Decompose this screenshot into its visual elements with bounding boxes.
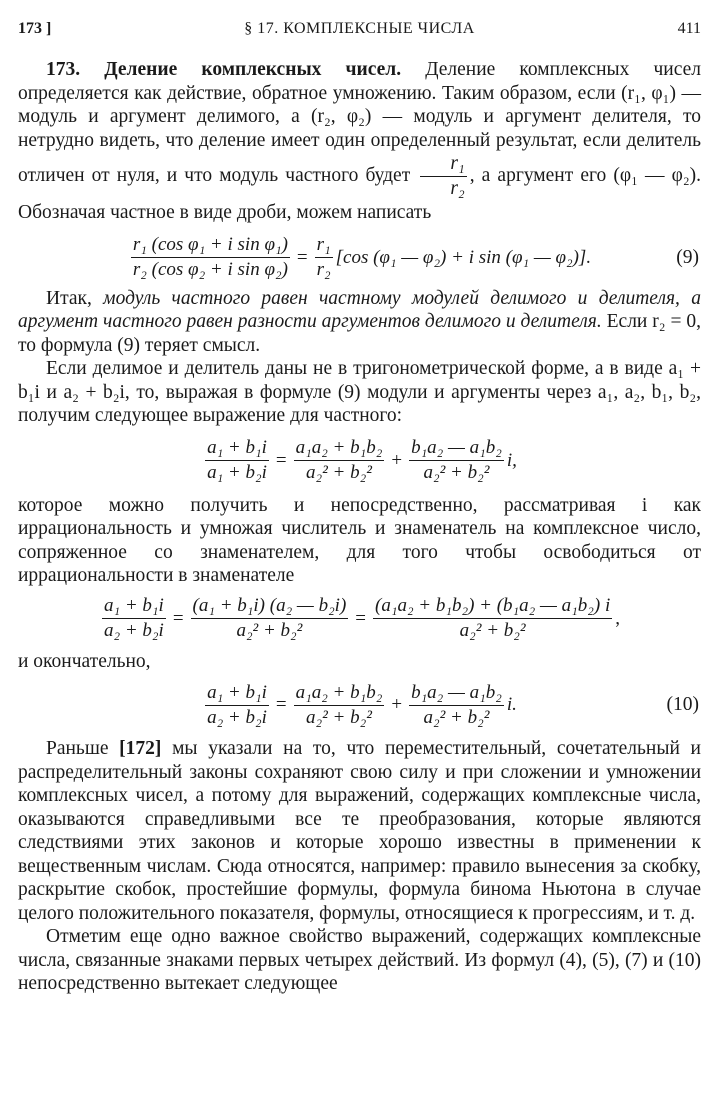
formula-10: $\frac{\text{a₁ + b₁i}}{\text{a₂ + b₂i}}$ = $\frac{\text{a₁a₂ + b₁b₂}}{\text{a₂² + b₂²}}$ + $\frac{\text{b₁a₂ — a₁b₂}}{\text{a₂² + b₂²}}$ i. (10) [207,681,699,728]
formula-9: $\frac{\text{r₁ (cos φ₁ + i sin φ₁)}}{\text{r₂ (cos φ₂ + i sin φ₂)}}$ = $\frac{\text{r₁}}{\text{r₂}}$ [cos (φ₁ — φ₂) + i sin (φ₁ — φ₂)]. (9) [132,234,699,280]
equation-number: (10) [666,694,699,715]
paragraph-text: Деление комплексных чисел определяется как действие, обратное умножению. Таким образом, если (r₁, φ₁) — модуль и аргумент делимого, а (r₂, φ₂) — модуль и аргумент делителя, то нетрудно видеть, что деление имеет один определенный результат, если делитель отличен от нуля, и что модуль частного будет [18,59,701,186]
modulus-fraction: $\frac{\text{r₁}}{\text{r₂}}$ [316,234,331,280]
article-title: 173. Деление комплексных чисел. [46,59,402,80]
paragraph-property: Отметим еще одно важное свойство выражений, содержащих комплексные числа, связанные знаками первых четырех действий. Из формул (4), (5), (7) и (10) непосредственно вытекает следующее [18,926,701,994]
paragraph-text: , а аргумент его (φ₁ — φ₂). Обозначая частное в виде дроби, можем написать [18,164,701,223]
paragraph-division-intro [18,58,701,225]
formula-quotient-algebraic: $\frac{\text{a₁ + b₁i}}{\text{a₁ + b₂i}}$ = $\frac{\text{a₁a₂ + b₁b₂}}{\text{a₂² + b₂²}}$ + $\frac{\text{b₁a₂ — a₁b₂}}{\text{a₂² + b₂²}}$ i, [207,437,517,483]
section-title: § 17. КОМПЛЕКСНЫЕ ЧИСЛА [244,20,475,37]
running-header [18,0,701,50]
paragraph-algebraic-form: Если делимое и делитель даны не в тригонометрической форме, а в виде a₁ + b₁i и a₂ + b₂i, то, выражая в формуле (9) модули и аргументы через a₁, a₂, b₁, b₂, получим следующее выражение для частного: [18,358,701,426]
equation-number: (9) [676,246,699,268]
paragraph-direct-derivation: которое можно получить и непосредственно, рассматривая i как иррациональность и умножая числитель и знаменатель на комплексное число, сопряженное со знаменателем, для того чтобы освободиться от иррациональности в знаменателе [18,494,701,586]
page-ref-left: 173 ] [18,20,52,37]
page-number: 411 [677,20,701,37]
paragraph-laws: Раньше [172] мы указали на то, что переместительный, сочетательный и распределительный законы сохраняют свою силу и при сложении и умножении комплексных чисел, а потому для выражений, содержащих комплексные числа, оказываются справедливыми все те преобразования, которые являются следствиями этих законов и которые хорошо известны в применении к вещественным числам. Сюда относятся, например: правило вынесения за скобку, раскрытие скобок, простейшие формулы, формула бинома Ньютона в случае целого положительного показателя, формулы, относящиеся к прогрессиям, и т. д. [18,738,701,924]
modulus-ratio-fraction: $\frac{\text{r₁}}{\text{r₂}}$ [420,152,466,201]
italic-statement: модуль частного равен частному модулей делимого и делителя, а аргумент частного равен разности аргументов делимого и делителя. [18,287,701,332]
paragraph-finally: и окончательно, [18,650,151,672]
paragraph-conclusion: Итак, модуль частного равен частному модулей делимого и делителя, а аргумент частного равен разности аргументов делимого и делителя. Если r₂ = 0, то формула (9) теряет смысл. [18,287,701,356]
trig-quotient-fraction: $\frac{\text{r₁ (cos φ₁ + i sin φ₁)}}{\text{r₂ (cos φ₂ + i sin φ₂)}}$ [132,234,288,280]
formula-conjugate-multiplication: $\frac{\text{a₁ + b₁i}}{\text{a₂ + b₂i}}$ = $\frac{\text{(a₁ + b₁i) (a₂ — b₂i)}}{\text{a₂² + b₂²}}$ = $\frac{\text{(a₁a₂ + b₁b₂) + (b₁a₂ — a₁b₂) i}}{\text{a₂² + b₂²}}$ , [104,595,620,641]
cross-reference: [172] [119,738,162,759]
